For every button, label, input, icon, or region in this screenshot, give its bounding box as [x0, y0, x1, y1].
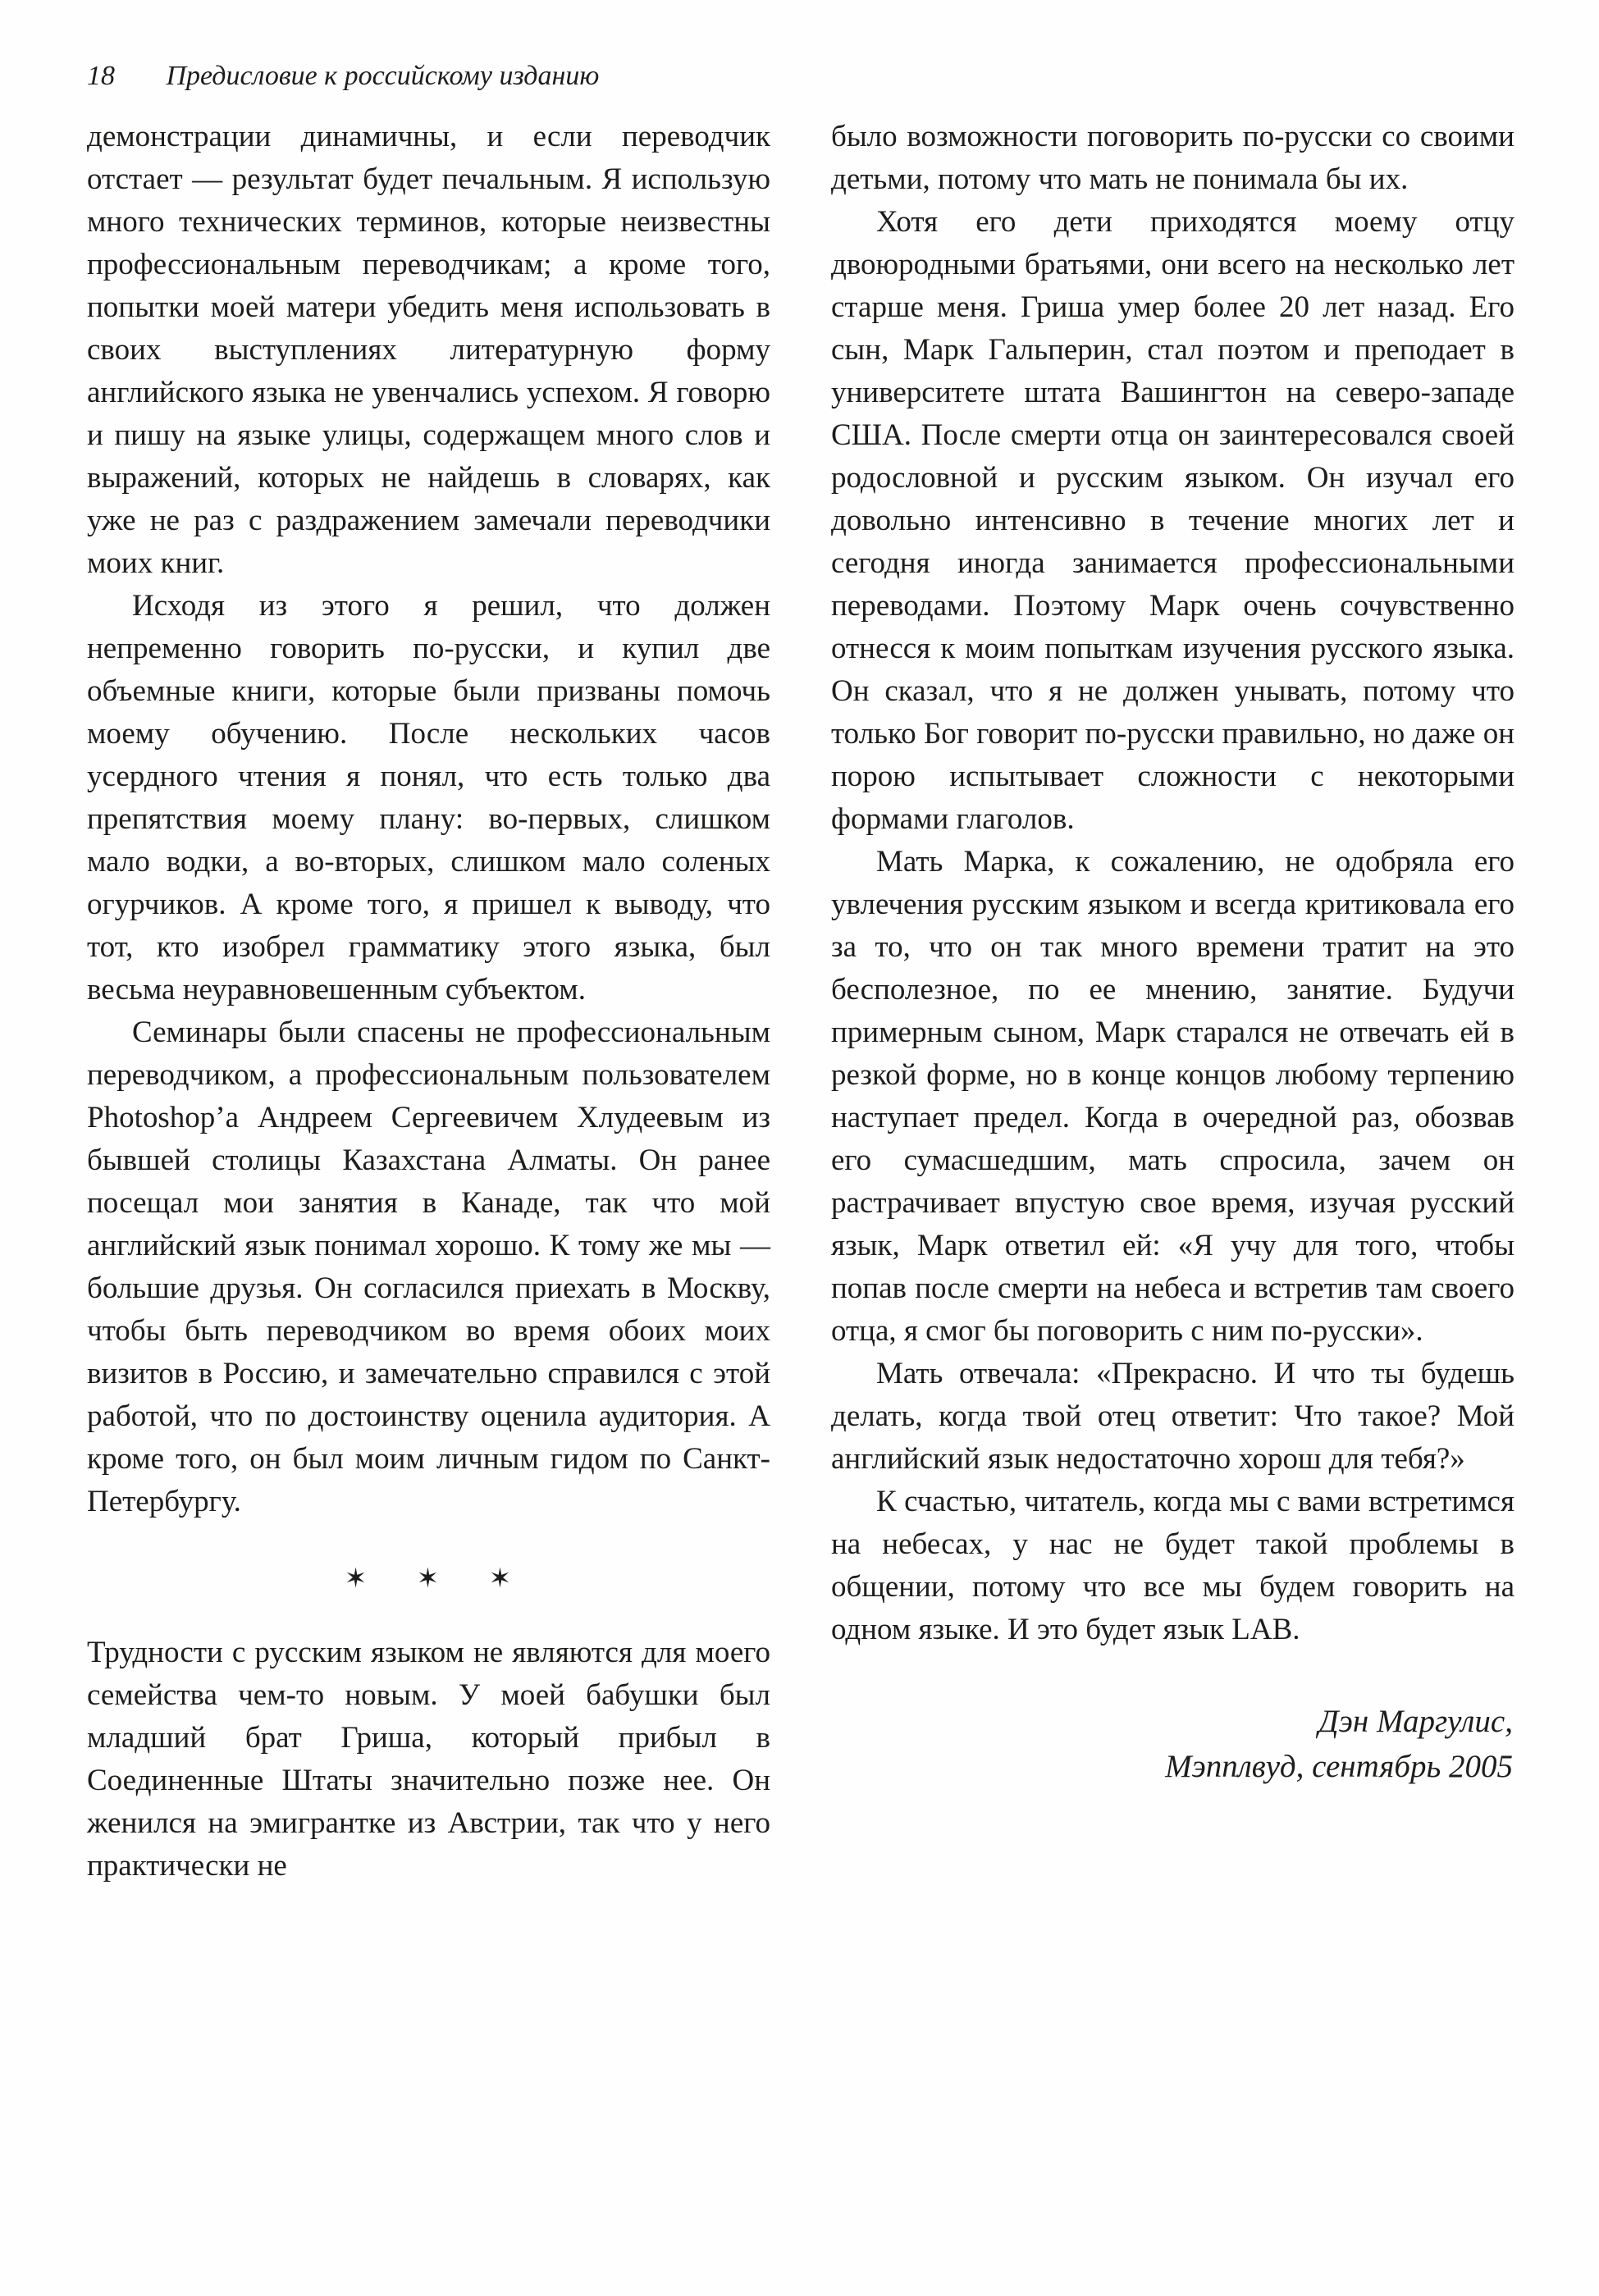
- right-column: [831, 116, 1514, 1789]
- body-paragraph: Исходя из этого я решил, что должен непременно говорить по-русски, и купил две объемные книги, которые были призваны помочь моему обучению. После нескольких часов усердного чтения я понял, что есть только два препятствия моему плану: во-первых, слишком мало водки, а во-вторых, слишком мало соленых огурчиков. А кроме того, я пришел к выводу, что тот, кто изобрел грамматику этого языка, был весьма неуравновешенным субъектом.: [87, 589, 770, 1006]
- signature-place-date: Мэпплвуд, сентябрь 2005: [1165, 1749, 1513, 1784]
- body-paragraph: Мать Марка, к сожалению, не одобряла его увлечения русским языком и всегда критиковала его за то, что он так много времени тратит на это бесполезное, по ее мнению, занятие. Будучи примерным сыном, Марк старался не отвечать ей в резкой форме, но в конце концов любому терпению наступает предел. Когда в очередной раз, обозвав его сумасшедшим, мать спросила, зачем он растрачивает впустую свое время, изучая русский язык, Марк ответил ей: «Я учу для того, чтобы попав после смерти на небеса и встретив там своего отца, я смог бы поговорить с ним по-русски».: [831, 845, 1514, 1348]
- body-paragraph: Семинары были спасены не профессиональным переводчиком, а профессиональным пользователем Photoshop’а Андреем Сергеевичем Хлудеевым из бывшей столицы Казахстана Алматы. Он ранее посещал мои занятия в Канаде, так что мой английский язык понимал хорошо. К тому же мы — большие друзья. Он согласился приехать в Москву, чтобы быть переводчиком во время обоих моих визитов в Россию, и замечательно справился с этой работой, что по достоинству оценила аудитория. А кроме того, он был моим личным гидом по Санкт-Петербургу.: [87, 1016, 770, 1518]
- running-header-title: Предисловие к российскому изданию: [166, 61, 600, 91]
- body-paragraph: Хотя его дети приходятся моему отцу двоюродными братьями, они всего на несколько лет старше меня. Гриша умер более 20 лет назад. Его сын, Марк Гальперин, стал поэтом и преподает в университете штата Вашингтон на северо-западе США. После смерти отца он заинтересовался своей родословной и русским языком. Он изучал его довольно интенсивно в течение многих лет и сегодня иногда занимается профессиональными переводами. Поэтому Марк очень сочувственно отнесся к моим попыткам изучения русского языка. Он сказал, что я не должен унывать, потому что только Бог говорит по-русски правильно, но даже он порою испытывает сложности с некоторыми формами глаголов.: [831, 205, 1514, 836]
- page-number: 18: [87, 61, 115, 91]
- body-paragraph: Мать отвечала: «Прекрасно. И что ты будешь делать, когда твой отец ответит: Что такое? Мой английский язык недостаточно хорош для тебя?»: [831, 1357, 1514, 1476]
- author-signature: [831, 1699, 1514, 1789]
- section-separator-stars: ✶ ✶ ✶: [344, 1564, 514, 1594]
- body-paragraph: Трудности с русским языком не являются для моего семейства чем-то новым. У моей бабушки был младший брат Гриша, который прибыл в Соединенные Штаты значительно позже нее. Он женился на эмигрантке из Австрии, так что у него практически не: [87, 1636, 770, 1883]
- left-column: [87, 116, 770, 1887]
- running-header: [87, 59, 1514, 94]
- body-paragraph: было возможности поговорить по-русски со своими детьми, потому что мать не понимала бы их.: [831, 120, 1514, 196]
- signature-author: Дэн Маргулис,: [1318, 1704, 1513, 1739]
- body-paragraph: демонстрации динамичны, и если переводчик отстает — результат будет печальным. Я использую много технических терминов, которые неизвестны профессиональным переводчикам; а кроме того, попытки моей матери убедить меня использовать в своих выступлениях литературную форму английского языка не увенчались успехом. Я говорю и пишу на языке улицы, содержащем много слов и выражений, которых не найдешь в словарях, как уже не раз с раздражением замечали переводчики моих книг.: [87, 120, 770, 580]
- body-paragraph: К счастью, читатель, когда мы с вами встретимся на небесах, у нас не будет такой проблемы в общении, потому что все мы будем говорить на одном языке. И это будет язык LAB.: [831, 1485, 1514, 1646]
